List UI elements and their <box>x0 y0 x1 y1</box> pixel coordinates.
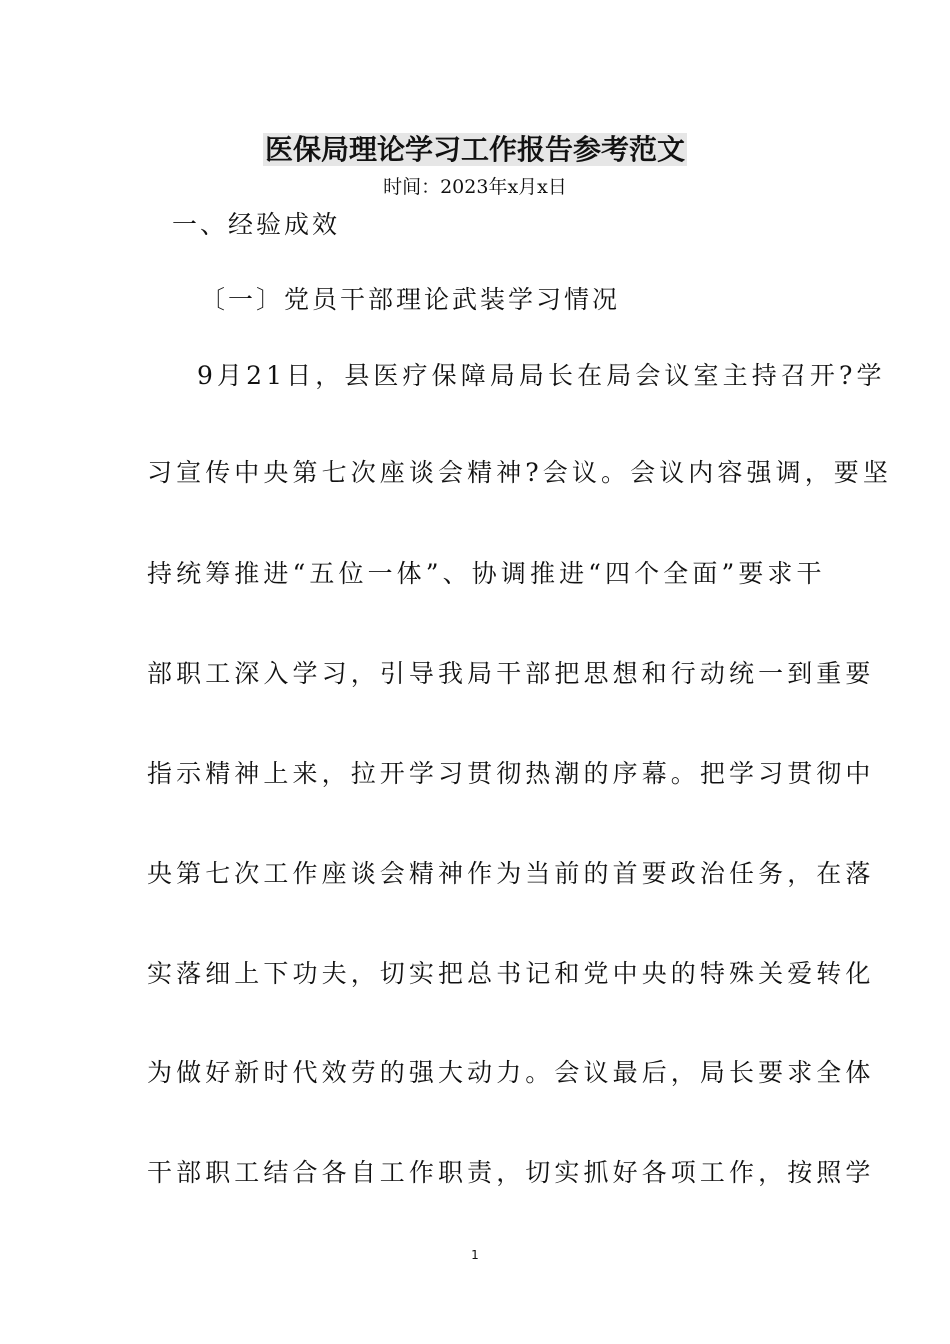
document-title: 医保局理论学习工作报告参考范文 <box>264 133 685 166</box>
page-number: 1 <box>471 1248 479 1262</box>
section-heading: 一、经验成效 <box>172 210 341 239</box>
paragraph-line: 指示精神上来，拉开学习贯彻热潮的序幕。把学习贯彻中 <box>147 759 875 788</box>
paragraph-line: 实落细上下功夫，切实把总书记和党中央的特殊关爱转化 <box>147 959 875 988</box>
paragraph-line: 为做好新时代效劳的强大动力。会议最后，局长要求全体 <box>147 1058 875 1087</box>
paragraph-line: 部职工深入学习，引导我局干部把思想和行动统一到重要 <box>147 659 875 688</box>
paragraph-line: 干部职工结合各自工作职责，切实抓好各项工作，按照学 <box>147 1158 875 1187</box>
paragraph-line: 9月21日，县医疗保障局局长在局会议室主持召开?学 <box>197 361 886 390</box>
paragraph-line: 习宣传中央第七次座谈会精神?会议。会议内容强调，要坚 <box>147 458 893 487</box>
date-line: 时间：2023年x月x日 <box>383 176 567 198</box>
subsection-heading: 〔一〕党员干部理论武装学习情况 <box>200 285 621 314</box>
paragraph-line: 持统筹推进“五位一体”、协调推进“四个全面”要求干 <box>147 559 826 588</box>
paragraph-line: 央第七次工作座谈会精神作为当前的首要政治任务，在落 <box>147 859 875 888</box>
